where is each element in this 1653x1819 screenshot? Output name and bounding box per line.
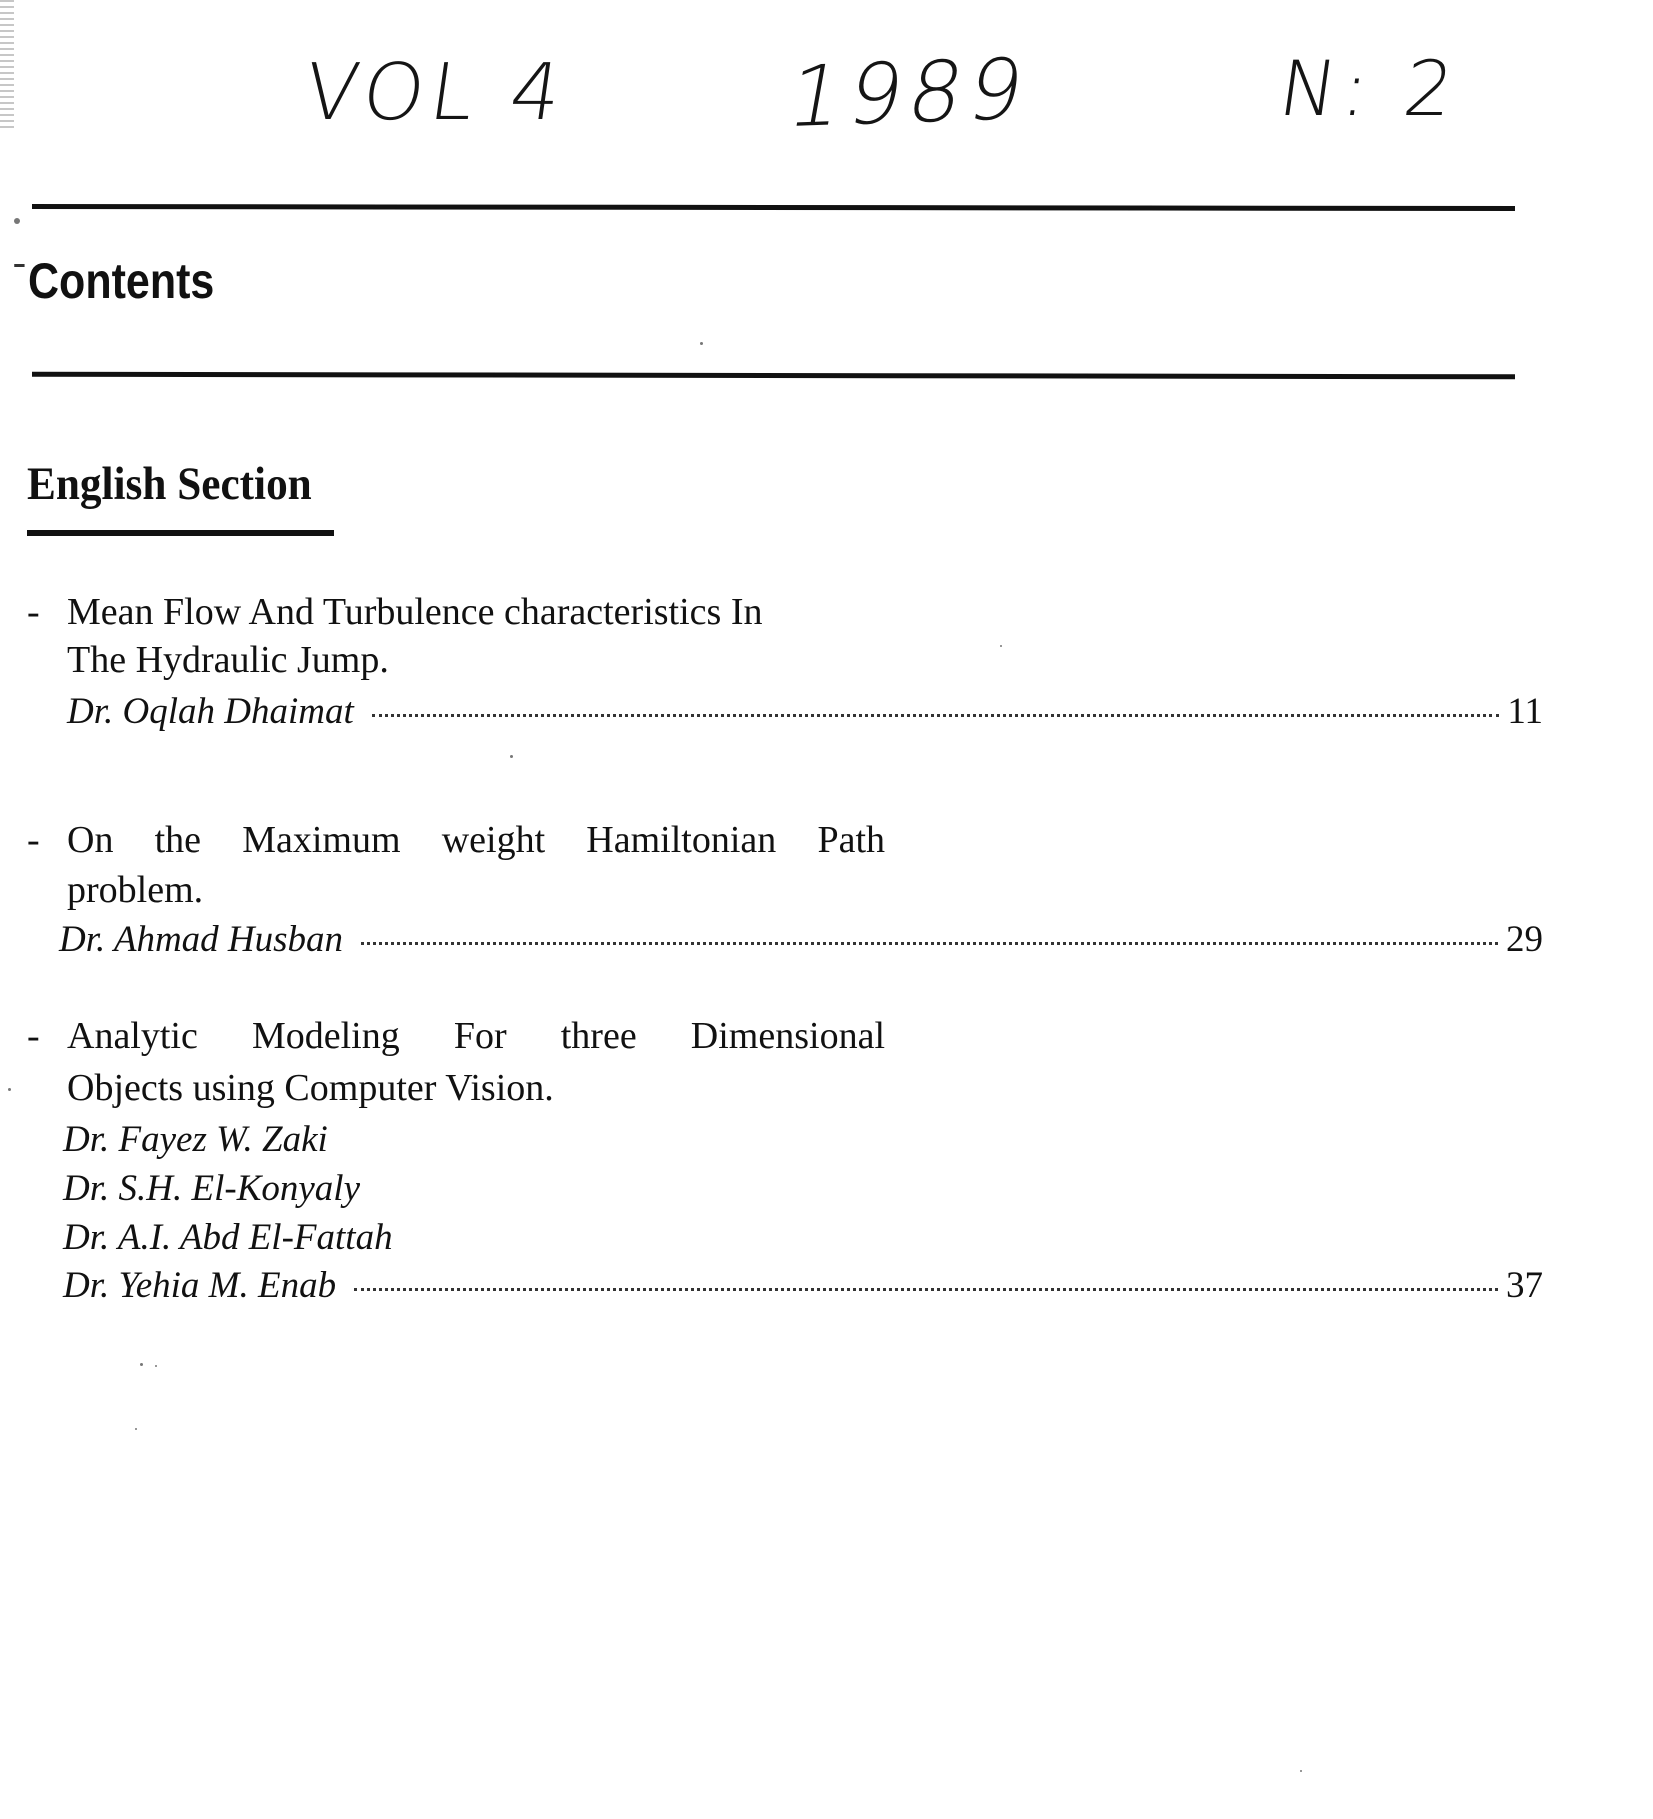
dot-leader — [361, 940, 1498, 945]
entry-author: Dr. Ahmad Husban — [59, 919, 344, 960]
entry-dash: - — [27, 591, 40, 633]
entry-dash: - — [27, 1015, 40, 1057]
entry-author: Dr. Fayez W. Zaki — [63, 1119, 328, 1160]
scan-speck — [155, 1365, 157, 1367]
page-title: Contents — [28, 253, 215, 309]
section-title: English Section — [27, 458, 312, 510]
scan-speck — [14, 218, 20, 224]
section-underline — [27, 530, 334, 536]
entry-author: Dr. A.I. Abd El-Fattah — [63, 1217, 393, 1258]
dot-leader — [354, 1286, 1498, 1291]
entry-author: Dr. Yehia M. Enab — [63, 1265, 337, 1306]
dot-leader — [372, 712, 1500, 717]
entry-title-line: Mean Flow And Turbulence characteristics In — [67, 591, 763, 633]
entry-title-line: Analytic Modeling For three Dimensional — [67, 1015, 885, 1057]
scan-speck — [700, 342, 703, 345]
entry-author-leader — [63, 1264, 1543, 1312]
entry-title-line: The Hydraulic Jump. — [67, 639, 389, 681]
entry-author: Dr. S.H. El-Konyaly — [63, 1168, 360, 1209]
scan-speck — [1300, 1770, 1302, 1772]
entry-page-number: 37 — [1506, 1265, 1543, 1306]
handwritten-volume: VOL 4 — [298, 48, 573, 138]
scan-speck — [8, 1088, 11, 1091]
entry-author-leader — [67, 690, 1543, 738]
scan-speck — [1000, 645, 1002, 647]
handwritten-number: N: 2 — [1273, 44, 1466, 133]
entry-author: Dr. Oqlah Dhaimat — [67, 691, 354, 732]
entry-page-number: 11 — [1507, 691, 1543, 732]
scan-margin-noise — [0, 0, 14, 130]
entry-title-line: problem. — [67, 869, 204, 911]
entry-title-line: On the Maximum weight Hamiltonian Path — [67, 819, 885, 861]
entry-dash: - — [27, 819, 40, 861]
entry-title-line: Objects using Computer Vision. — [67, 1067, 554, 1109]
scan-speck — [510, 755, 513, 758]
handwritten-year: 1989 — [780, 39, 1038, 147]
entry-page-number: 29 — [1506, 919, 1543, 960]
middle-rule — [32, 372, 1515, 380]
scan-speck — [135, 1428, 137, 1430]
top-rule — [32, 204, 1515, 211]
scan-speck — [140, 1363, 143, 1366]
entry-author-leader — [59, 918, 1543, 966]
